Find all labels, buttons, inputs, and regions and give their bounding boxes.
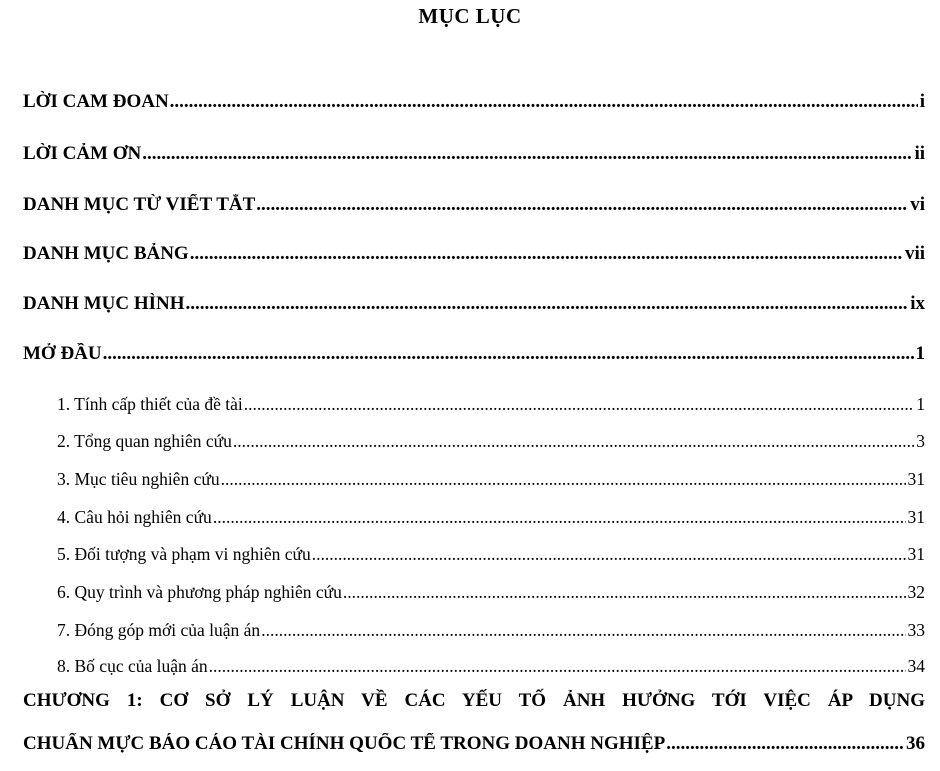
toc-entry-page: 31	[907, 544, 925, 564]
toc-entry-page: i	[919, 91, 925, 112]
dot-leader	[186, 293, 909, 315]
toc-subentry[interactable]	[57, 620, 925, 640]
toc-entry-label: 1. Tính cấp thiết của đề tài	[57, 394, 243, 414]
toc-chapter-1-line-1[interactable]	[23, 690, 925, 712]
dot-leader	[213, 507, 906, 527]
toc-entry-label: LỜI CẢM ƠN	[23, 143, 142, 164]
toc-entry-page: 33	[907, 620, 925, 640]
dot-leader	[103, 343, 914, 365]
dot-leader	[256, 194, 908, 216]
toc-entry-page: 34	[907, 656, 925, 676]
dot-leader	[244, 394, 914, 414]
dot-leader	[170, 91, 918, 113]
toc-entry-page: 36	[906, 733, 925, 754]
toc-entry-label: 6. Quy trình và phương pháp nghiên cứu	[57, 582, 342, 602]
toc-entry-page: ix	[910, 293, 925, 314]
toc-subentry[interactable]	[57, 582, 925, 602]
toc-entry-page: vii	[904, 243, 925, 264]
toc-entry-label: 8. Bố cục của luận án	[57, 656, 208, 676]
toc-entry-danh-muc-hinh[interactable]	[23, 293, 925, 315]
toc-entry-mo-dau[interactable]	[23, 343, 925, 365]
toc-subentry[interactable]	[57, 544, 925, 564]
toc-entry-page: 3	[916, 431, 925, 451]
toc-entry-page: 1	[916, 394, 925, 414]
dot-leader	[261, 620, 905, 640]
toc-entry-label: MỞ ĐẦU	[23, 343, 102, 364]
toc-entry-label: 3. Mục tiêu nghiên cứu	[57, 469, 220, 489]
dot-leader	[209, 656, 906, 676]
toc-entry-label: LỜI CAM ĐOAN	[23, 91, 169, 112]
toc-entry-page: 1	[915, 343, 925, 364]
toc-entry-page: 31	[907, 507, 925, 527]
dot-leader	[142, 143, 912, 165]
dot-leader	[190, 243, 903, 265]
toc-entry-label: 2. Tổng quan nghiên cứu	[57, 431, 232, 451]
dot-leader	[312, 544, 906, 564]
toc-entry-label: DANH MỤC BẢNG	[23, 243, 189, 264]
toc-entry-label: 5. Đối tượng và phạm vi nghiên cứu	[57, 544, 311, 564]
toc-entry-label: 7. Đóng góp mới của luận án	[57, 620, 261, 640]
toc-chapter-1-line-2[interactable]	[23, 733, 925, 755]
toc-entry-danh-muc-bang[interactable]	[23, 243, 925, 265]
toc-entry-label: DANH MỤC TỪ VIẾT TẮT	[23, 194, 256, 215]
toc-subentry[interactable]	[57, 656, 925, 676]
toc-subentry[interactable]	[57, 431, 925, 451]
dot-leader	[233, 431, 914, 451]
toc-entry-label: DANH MỤC HÌNH	[23, 293, 185, 314]
toc-entry-page: vi	[910, 194, 925, 215]
dot-leader	[343, 582, 906, 602]
toc-subentry[interactable]	[57, 394, 925, 414]
toc-entry-page: 31	[907, 469, 925, 489]
toc-entry-page: ii	[914, 143, 925, 164]
toc-entry-loi-cam-doan[interactable]	[23, 91, 925, 113]
toc-subentry[interactable]	[57, 507, 925, 527]
dot-leader	[666, 733, 904, 755]
toc-entry-page: 32	[907, 582, 925, 602]
toc-entry-label: CHUẨN MỰC BÁO CÁO TÀI CHÍNH QUỐC TẾ TRONG DOANH NGHIỆP	[23, 733, 666, 754]
toc-entry-danh-muc-tu-viet-tat[interactable]	[23, 194, 925, 216]
toc-entry-label: CHƯƠNG 1: CƠ SỞ LÝ LUẬN VỀ CÁC YẾU TỐ ẢNH HƯỞNG TỚI VIỆC ÁP DỤNG	[23, 690, 925, 711]
toc-entry-label: 4. Câu hỏi nghiên cứu	[57, 507, 212, 527]
toc-subentry[interactable]	[57, 469, 925, 489]
toc-entry-loi-cam-on[interactable]	[23, 143, 925, 165]
page-title: MỤC LỤC	[418, 4, 522, 28]
dot-leader	[221, 469, 906, 489]
